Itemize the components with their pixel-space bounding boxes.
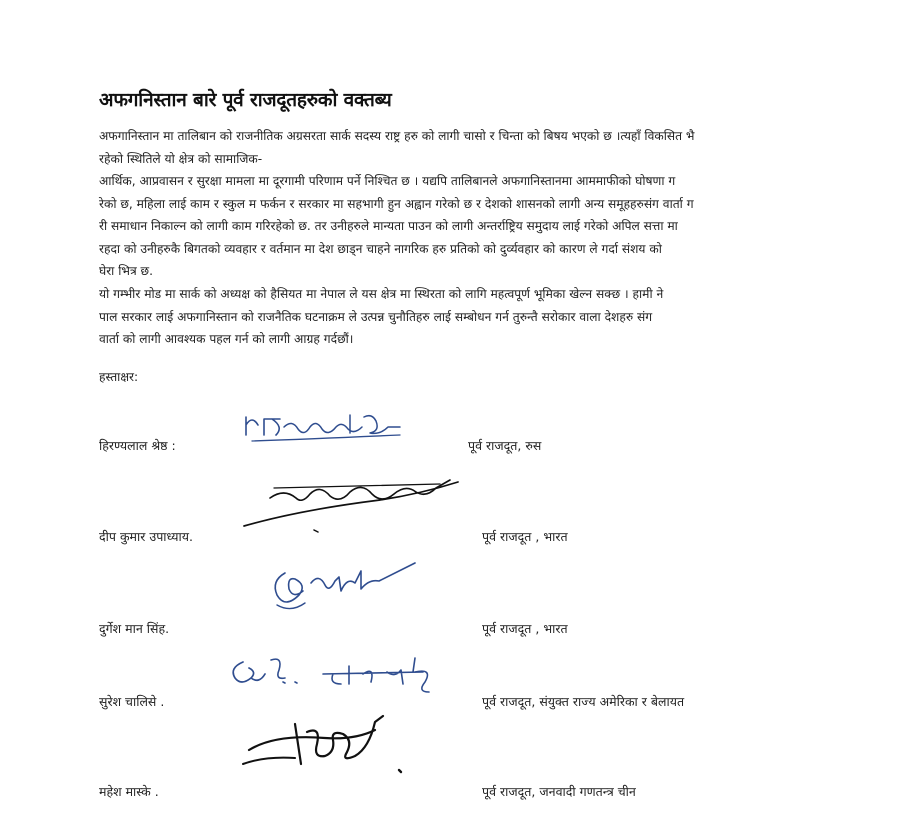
signatory-3-role: पूर्व राजदूत , भारत	[482, 621, 568, 636]
signatory-1-name: हिरण्यलाल श्रेष्ठ :	[99, 438, 176, 453]
signatory-5-role: पूर्व राजदूत, जनवादी गणतन्त्र चीन	[482, 784, 636, 799]
signature-4-image	[225, 648, 445, 698]
signature-2-image	[240, 470, 470, 540]
paragraph-line: रहदा को उनीहरुकै बिगतको व्यवहार र वर्तमान मा देश छाड्न चाहने नागरिक हरु प्रतिको को दुर्व्यवहार को कारण ले गर्दा संशय को	[99, 241, 662, 256]
signatory-3-name: दुर्गेश मान सिंह.	[99, 621, 170, 636]
paragraph-1	[99, 125, 859, 283]
paragraph-line: रेको छ, महिला लाई काम र स्कुल म फर्कन र सरकार मा सहभागी हुन अह्वान गरेको छ र देशको शासनको लागी अन्य समूहहरुसंग वार्ता ग	[99, 196, 694, 211]
paragraph-line: री समाधान निकाल्न को लागी काम गरिरहेको छ. तर उनीहरुले मान्यता पाउन को लागी अन्तर्राष्ट्रिय समुदाय लाई गरेको अपिल सत्ता मा	[99, 219, 678, 233]
signature-1-image	[240, 405, 410, 450]
paragraph-line: वार्ता को लागी आवश्यक पहल गर्न को लागी आग्रह गर्दछौं।	[99, 332, 354, 346]
signature-label: हस्ताक्षर:	[99, 370, 139, 384]
signature-5-image	[235, 712, 415, 777]
signatory-2-name: दीप कुमार उपाध्याय.	[99, 529, 193, 544]
paragraph-line: घेरा भित्र छ.	[99, 264, 153, 278]
paragraph-line: अफगानिस्तान मा तालिबान को राजनीतिक अग्रसरता सार्क सदस्य राष्ट्र हरु को लागी चासो र चिन्ता को बिषय भएको छ ।त्यहाँ विकसित भै	[99, 129, 695, 143]
paragraph-line: रहेको स्थितिले यो क्षेत्र को सामाजिक-	[99, 151, 263, 166]
page-title: अफगनिस्तान बारे पूर्व राजदूतहरुको वक्तब्य	[99, 89, 392, 111]
signatory-2-role: पूर्व राजदूत , भारत	[482, 529, 568, 544]
signatory-1-role: पूर्व राजदूत, रुस	[468, 438, 542, 453]
paragraph-line: पाल सरकार लाई अफगानिस्तान को राजनैतिक घटनाक्रम ले उत्पन्न चुनौतिहरु लाई सम्बोधन गर्न तुरुन्तै सरोकार वाला देशहरु संग	[99, 309, 653, 324]
paragraph-line: आर्थिक, आप्रवासन र सुरक्षा मामला मा दूरगामी परिणाम पर्ने निश्चित छ । यद्यपि तालिबानले अफगानिस्तानमा आममाफीको घोषणा ग	[99, 174, 676, 188]
paragraph-2	[99, 283, 859, 351]
signatory-4-role: पूर्व राजदूत, संयुक्त राज्य अमेरिका र बेलायत	[482, 694, 685, 709]
signature-3-image	[265, 555, 425, 615]
paragraph-line: यो गम्भीर मोड मा सार्क को अध्यक्ष को हैसियत मा नेपाल ले यस क्षेत्र मा स्थिरता को लागि महत्वपूर्ण भूमिका खेल्न सक्छ । हामी ने	[99, 287, 664, 301]
signatory-4-name: सुरेश चालिसे .	[99, 694, 165, 709]
signatory-5-name: महेश मास्के .	[99, 784, 159, 799]
